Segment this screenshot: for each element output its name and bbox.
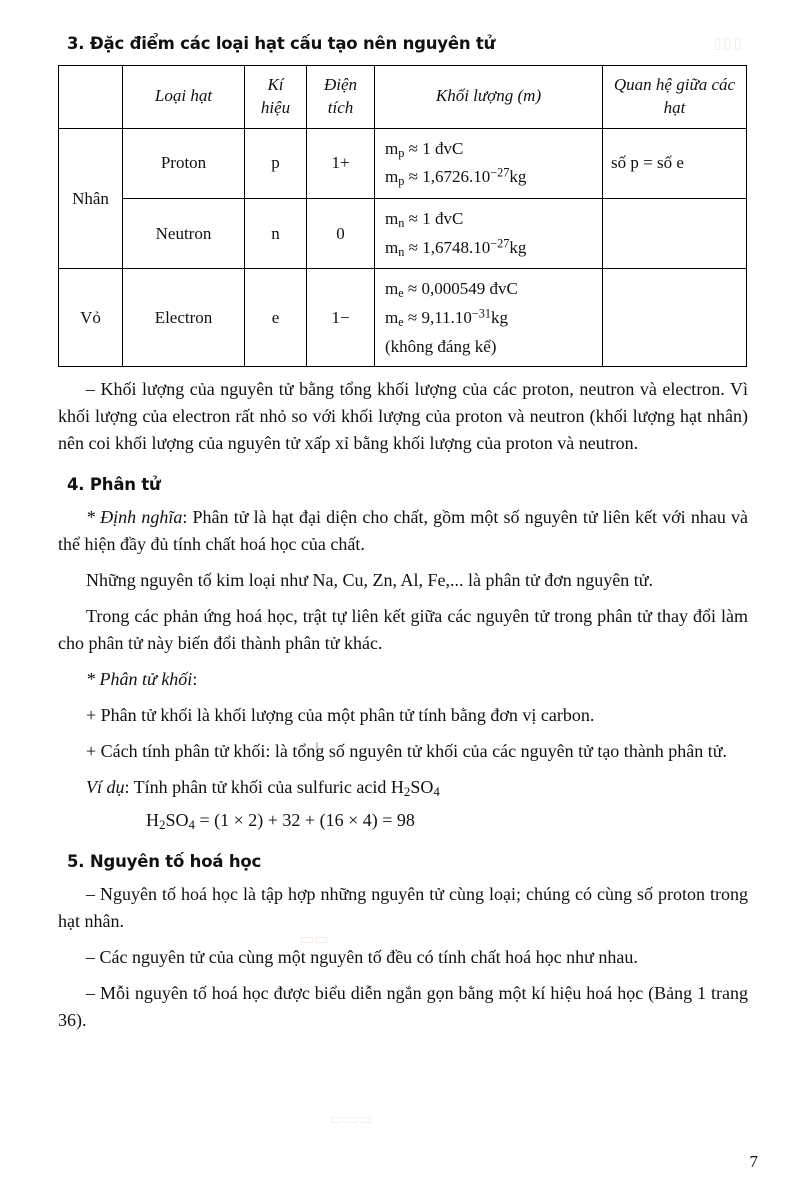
text-phan-tu-khoi: :	[192, 668, 198, 689]
cell-symbol-proton: p	[245, 128, 307, 198]
label-vi-du: Ví dụ	[86, 776, 125, 797]
paragraph-ptk-1: + Phân tử khối là khối lượng của một phân tử tính bằng đơn vị carbon.	[86, 704, 595, 725]
paragraph-dinh-nghia	[58, 504, 748, 558]
equation-h2so4: $H_2SO_4 = (1 \times 2) + 32 + (16 \times 4) = 98$	[146, 810, 415, 833]
table-header-ki-hieu: Kí hiệu	[245, 66, 307, 129]
paragraph-phan-tu-khoi	[58, 666, 748, 693]
cell-mass-proton	[375, 128, 603, 198]
mass-line-2: $m_p \approx 1,6726.10^{-27}kg$	[385, 165, 527, 189]
label-phan-tu-khoi: * Phân tử khối	[86, 668, 193, 689]
label-dinh-nghia: * Định nghĩa	[86, 506, 183, 527]
cell-name-electron: Electron	[123, 269, 245, 366]
cell-mass-neutron	[375, 199, 603, 269]
table-header-quan-he: Quan hệ giữa các hạt	[603, 66, 747, 129]
table-header-dien-tich: Điện tích	[307, 66, 375, 129]
cell-symbol-electron: e	[245, 269, 307, 366]
mass-line-1: $m_e \approx 0,000549$ đvC	[385, 279, 518, 301]
section-heading-3: 3. Đặc điểm các loại hạt cấu tạo nên nguyên tử	[67, 34, 496, 53]
bleed-artifact-top: ▯▯▯	[713, 36, 744, 52]
paragraph-nthh-2: – Các nguyên tử của cùng một nguyên tố đều có tính chất hoá học như nhau.	[86, 946, 638, 967]
mass-line-1: $m_p \approx 1$ đvC	[385, 138, 464, 160]
section-heading-5: 5. Nguyên tố hoá học	[67, 851, 262, 871]
mass-line-3: (không đáng kể)	[385, 336, 497, 356]
page-number: 7	[749, 1152, 758, 1171]
table-row	[59, 128, 747, 198]
table-header-khoi-luong: Khối lượng (m)	[375, 66, 603, 129]
particle-properties-table	[58, 65, 747, 367]
row-group-vo: Vỏ	[59, 269, 123, 366]
row-group-nhan: Nhân	[59, 128, 123, 268]
paragraph-nthh-3: – Mỗi nguyên tố hoá học được biểu diễn ngắn gọn bằng một kí hiệu hoá học (Bảng 1 trang 36).	[58, 982, 748, 1030]
paragraph-ptk-2: + Cách tính phân tử khối: là tổng số nguyên tử khối của các nguyên tử tạo thành phân tử.	[86, 740, 728, 761]
cell-name-proton: Proton	[123, 128, 245, 198]
paragraph-kim-loai: Những nguyên tố kim loại như Na, Cu, Zn, Al, Fe,... là phân tử đơn nguyên tử.	[86, 569, 653, 590]
section-heading-4: 4. Phân tử	[67, 474, 161, 494]
mass-line-2: $m_n \approx 1,6748.10^{-27}kg$	[385, 236, 527, 259]
cell-name-neutron: Neutron	[123, 199, 245, 269]
cell-relation-neutron	[603, 199, 747, 269]
table-row	[59, 269, 747, 366]
paragraph-mass-note: – Khối lượng của nguyên tử bằng tổng khối lượng của các proton, neutron và electron. Vì khối lượng của electron rất nhỏ so với khối lượng của proton và neutron (khối lượng hạt nhân) nên coi khối lượng của nguyên tử xấp xỉ bằng khối lượng của proton và neutron.	[58, 378, 748, 453]
paragraph-vi-du	[58, 774, 748, 802]
bleed-artifact-bottom: ▭▭▭	[330, 1112, 373, 1128]
paragraph-nthh-1: – Nguyên tố hoá học là tập hợp những nguyên tử cùng loại; chúng có cùng số proton trong hạt nhân.	[58, 883, 748, 931]
cell-charge-proton: 1+	[307, 128, 375, 198]
cell-mass-electron	[375, 269, 603, 366]
table-header-loai-hat: Loại hạt	[123, 66, 245, 129]
cell-charge-electron: 1−	[307, 269, 375, 366]
table-header-row	[59, 66, 747, 129]
table-header-blank	[59, 66, 123, 129]
bleed-artifact-mid: ▭▭	[300, 932, 329, 948]
text-vi-du: : Tính phân tử khối của sulfuric acid $H_2SO_4$	[124, 776, 440, 799]
cell-relation-proton: số p = số e	[603, 128, 747, 198]
cell-charge-neutron: 0	[307, 199, 375, 269]
cell-symbol-neutron: n	[245, 199, 307, 269]
mass-line-2: $m_e \approx 9,11.10^{-31}kg$	[385, 306, 509, 329]
mass-line-1: $m_n \approx 1$ đvC	[385, 209, 464, 231]
cell-relation-electron	[603, 269, 747, 366]
page-content	[58, 34, 748, 1043]
paragraph-phan-ung: Trong các phản ứng hoá học, trật tự liên kết giữa các nguyên tử trong phân tử thay đổi làm cho phân tử này biến đổi thành phân tử khác.	[58, 605, 748, 653]
text-dinh-nghia: : Phân tử là hạt đại diện cho chất, gồm một số nguyên tử liên kết với nhau và thể hiện đầy đủ tính chất hoá học của chất.	[58, 506, 748, 554]
table-row	[59, 199, 747, 269]
